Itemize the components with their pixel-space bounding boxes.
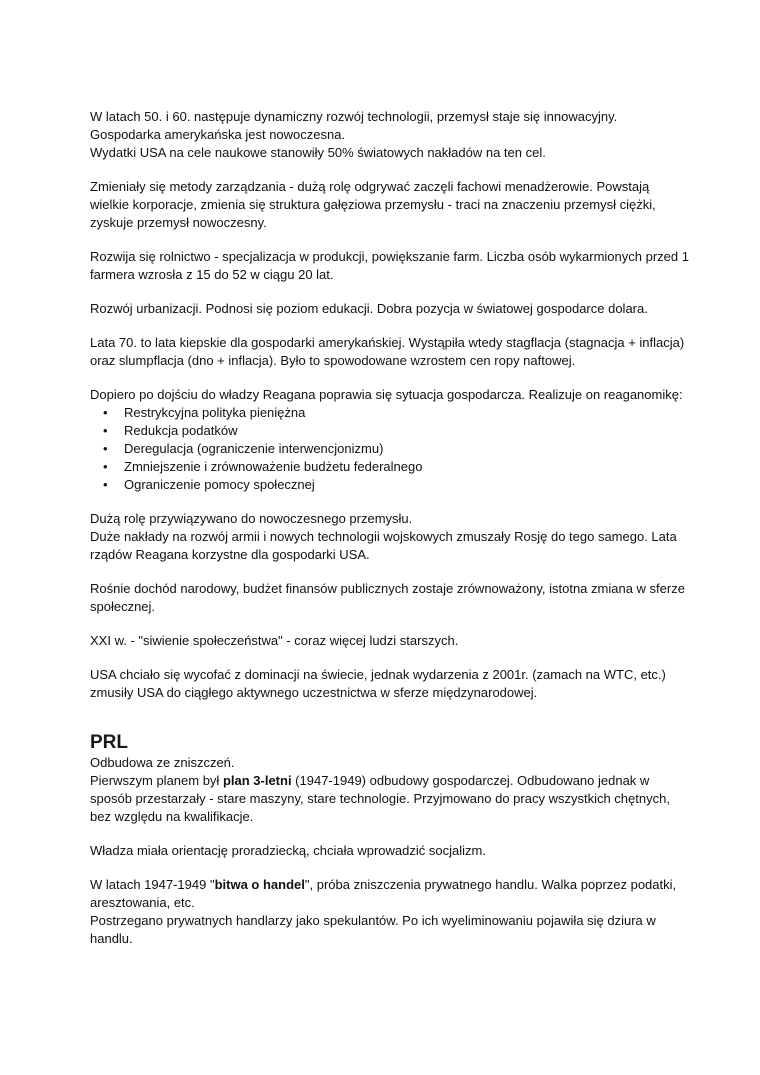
paragraph: Rozwija się rolnictwo - specjalizacja w produkcji, powiększanie farm. Liczba osób wykarmionych przed 1 farmera wzrosła z 15 do 52 w ciągu 20 lat.: [90, 249, 689, 282]
paragraph: XXI w. - "siwienie społeczeństwa" - coraz więcej ludzi starszych.: [90, 633, 459, 648]
paragraph: Dopiero po dojściu do władzy Reagana poprawia się sytuacja gospodarcza. Realizuje on reaganomikę:: [90, 387, 683, 402]
list-item: • Deregulacja (ograniczenie interwencjonizmu): [124, 440, 690, 458]
list-item: • Redukcja podatków: [124, 422, 690, 440]
paragraph: Postrzegano prywatnych handlarzy jako spekulantów. Po ich wyeliminowaniu pojawiła się dziura w handlu.: [90, 913, 656, 946]
paragraph: Duże nakłady na rozwój armii i nowych technologii wojskowych zmuszały Rosję do tego samego. Lata rządów Reagana korzystne dla gospodarki USA.: [90, 529, 677, 562]
paragraph: [90, 772, 690, 826]
text-span: W latach 1947-1949 ": [90, 877, 215, 892]
paragraph: Rozwój urbanizacji. Podnosi się poziom edukacji. Dobra pozycja w światowej gospodarce dolara.: [90, 301, 648, 316]
list-item: • Zmniejszenie i zrównoważenie budżetu federalnego: [124, 458, 690, 476]
paragraph: USA chciało się wycofać z dominacji na świecie, jednak wydarzenia z 2001r. (zamach na WTC, etc.) zmusiły USA do ciągłego aktywnego uczestnictwa w sferze międzynarodowej.: [90, 667, 666, 700]
paragraph: Dużą rolę przywiązywano do nowoczesnego przemysłu.: [90, 511, 413, 526]
list-item: • Restrykcyjna polityka pieniężna: [124, 404, 690, 422]
section-heading-prl: PRL: [90, 732, 128, 753]
list-item: • Ograniczenie pomocy społecznej: [124, 476, 690, 494]
paragraph: Wydatki USA na cele naukowe stanowiły 50% światowych nakładów na ten cel.: [90, 145, 546, 160]
document-body: [90, 108, 690, 948]
bold-term: bitwa o handel: [214, 877, 305, 892]
paragraph: Gospodarka amerykańska jest nowoczesna.: [90, 127, 346, 142]
text-span: (1947-1949) odbudowy gospodarczej. Odbudowano jednak w sposób przestarzały - stare maszyny, stare technologie. Przyjmowano do pracy wszystkich chętnych, bez względu na kwalifikacje.: [90, 773, 670, 824]
paragraph: W latach 50. i 60. następuje dynamiczny rozwój technologii, przemysł staje się innowacyjny.: [90, 109, 618, 124]
paragraph: Lata 70. to lata kiepskie dla gospodarki amerykańskiej. Wystąpiła wtedy stagflacja (stagnacja + inflacja) oraz slumpflacja (dno + inflacja). Było to spowodowane wzrostem cen ropy naftowej.: [90, 335, 685, 368]
text-span: ", próba zniszczenia prywatnego handlu. Walka poprzez podatki, aresztowania, etc.: [90, 877, 677, 910]
paragraph: Władza miała orientację proradziecką, chciała wprowadzić socjalizm.: [90, 843, 486, 858]
paragraph: Rośnie dochód narodowy, budżet finansów publicznych zostaje zrównoważony, istotna zmiana w sferze społecznej.: [90, 581, 685, 614]
reaganomics-list: [90, 404, 690, 494]
text-span: Pierwszym planem był: [90, 773, 223, 788]
bold-term: plan 3-letni: [222, 773, 292, 788]
paragraph: Zmieniały się metody zarządzania - dużą rolę odgrywać zaczęli fachowi menadżerowie. Powstają wielkie korporacje, zmienia się struktura gałęziowa przemysłu - traci na znaczeniu przemysł ciężki, zyskuje przemysł nowoczesny.: [90, 179, 656, 230]
paragraph: [90, 876, 690, 912]
paragraph: Odbudowa ze zniszczeń.: [90, 755, 235, 770]
